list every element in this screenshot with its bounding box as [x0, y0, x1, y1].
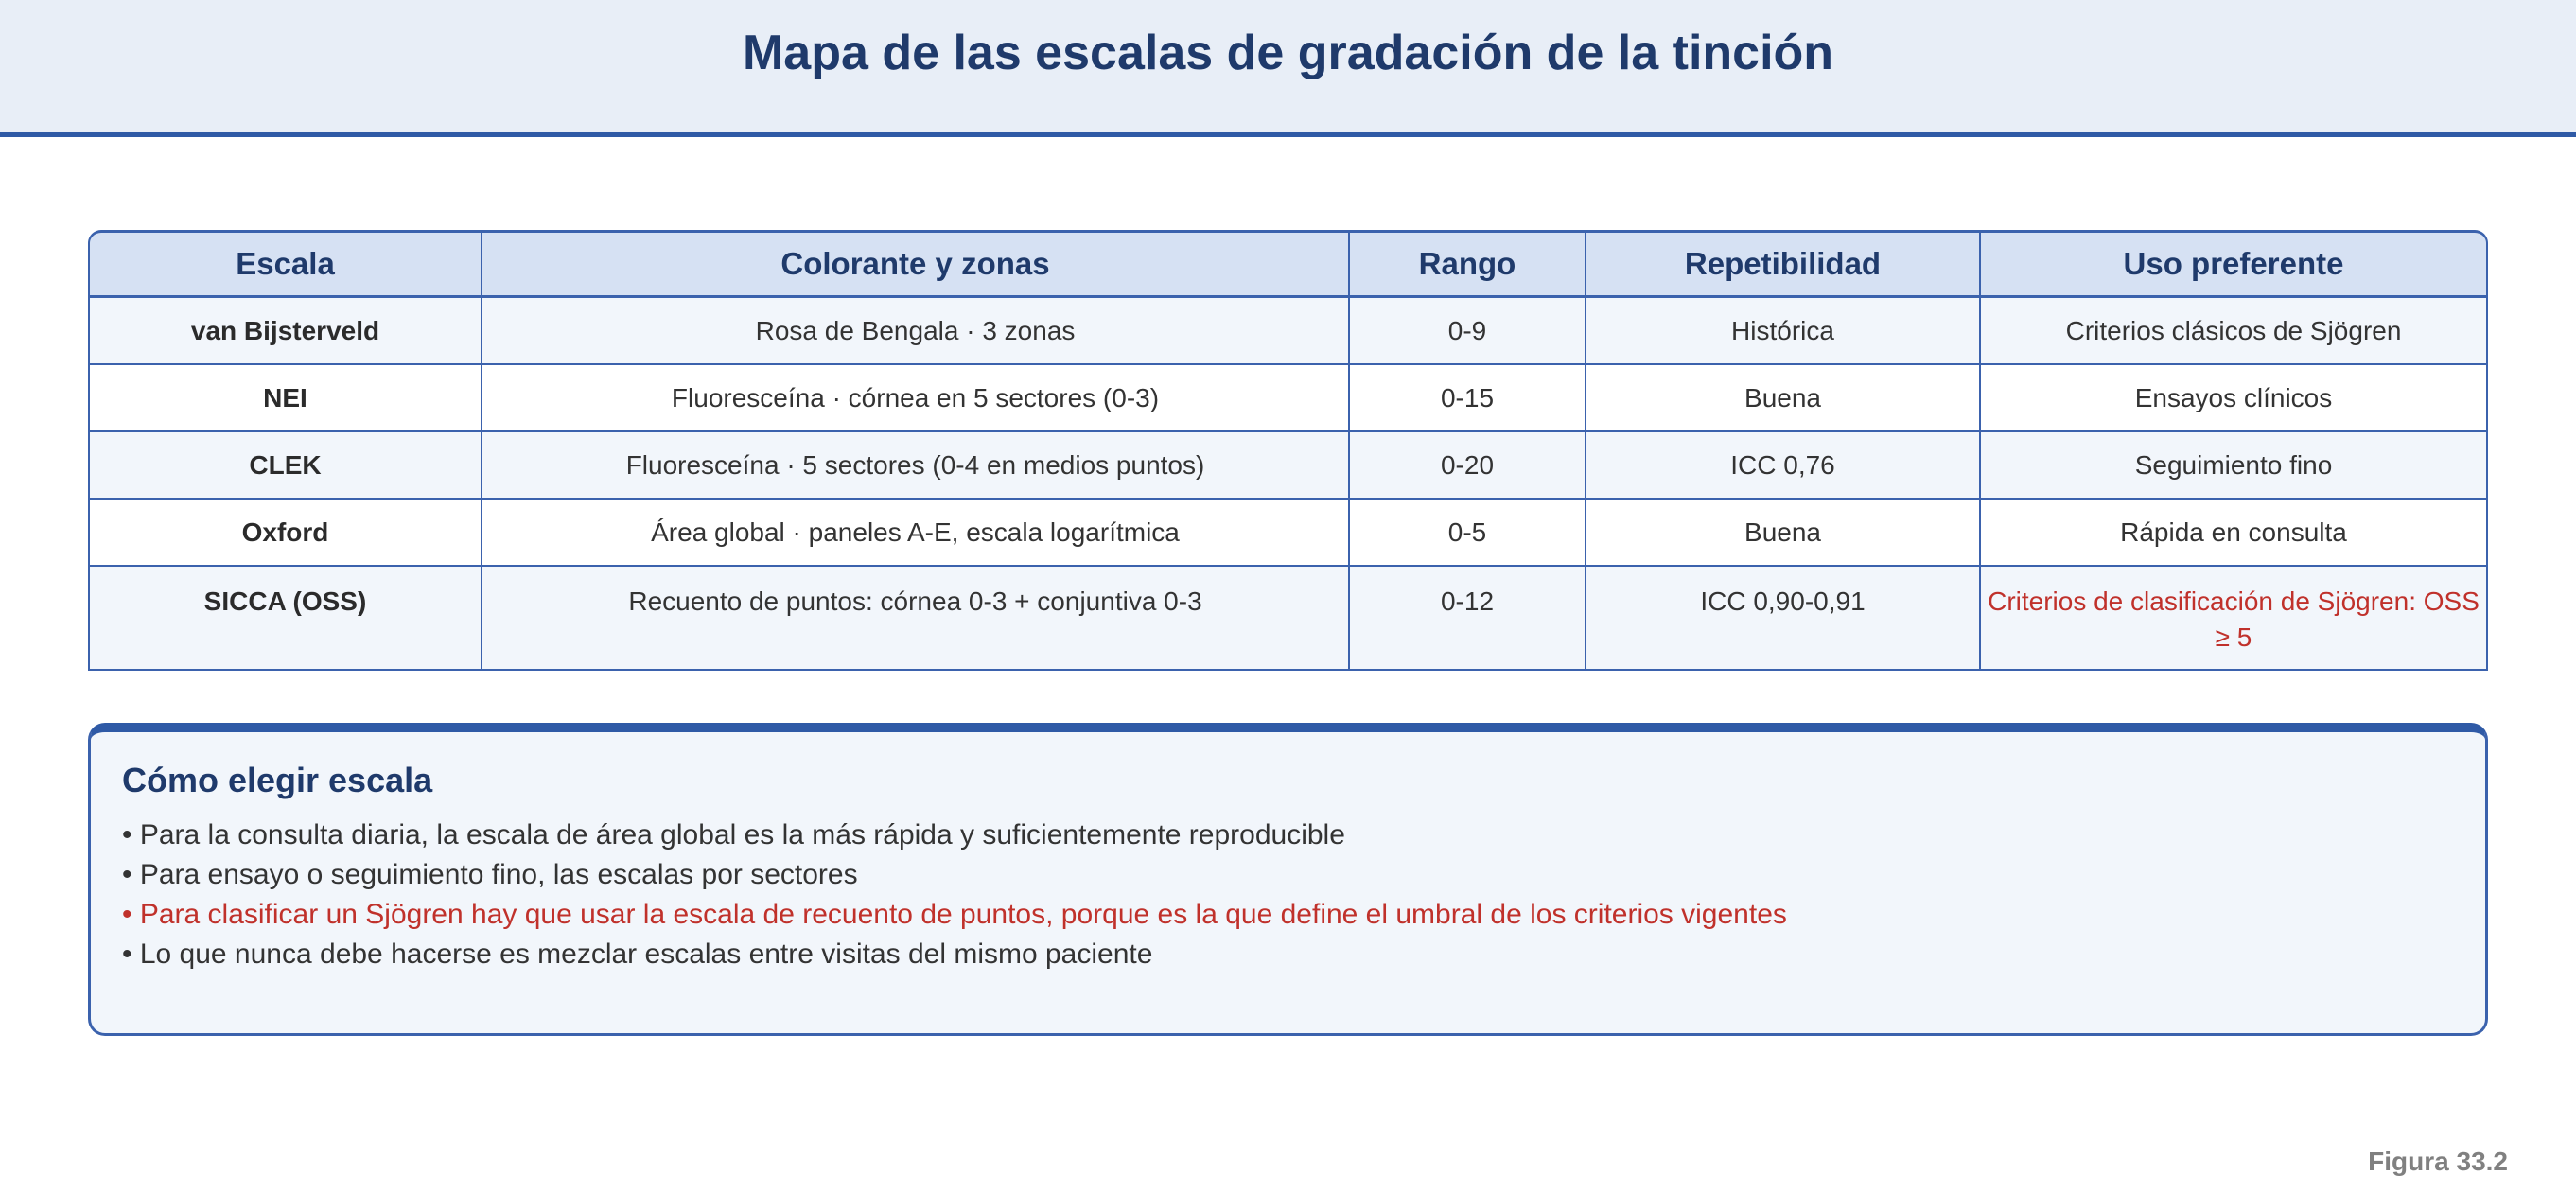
cell-rango: 0-15 — [1350, 365, 1586, 432]
cell-rango: 0-20 — [1350, 432, 1586, 500]
table-row — [88, 567, 2488, 671]
column-header-repetibilidad: Repetibilidad — [1586, 230, 1981, 298]
scales-table — [88, 230, 2488, 671]
cell-repetibilidad: ICC 0,90-0,91 — [1586, 567, 1981, 671]
column-header-uso: Uso preferente — [1981, 230, 2488, 298]
cell-rango: 0-12 — [1350, 567, 1586, 671]
cell-uso-highlight: Criterios de clasificación de Sjögren: OSS ≥ 5 — [1981, 567, 2488, 671]
cell-rango: 0-5 — [1350, 500, 1586, 567]
cell-uso: Seguimiento fino — [1981, 432, 2488, 500]
table-header-row — [88, 230, 2488, 298]
cell-escala: van Bijsterveld — [88, 298, 482, 365]
page-title: Mapa de las escalas de gradación de la tinción — [742, 26, 1834, 80]
cell-repetibilidad: Histórica — [1586, 298, 1981, 365]
cell-uso: Ensayos clínicos — [1981, 365, 2488, 432]
list-item: • Lo que nunca debe hacerse es mezclar escalas entre visitas del mismo paciente — [122, 939, 1153, 970]
selection-guide-list — [122, 816, 1787, 974]
table-row — [88, 500, 2488, 567]
cell-colorante: Fluoresceína · 5 sectores (0-4 en medios puntos) — [482, 432, 1350, 500]
cell-colorante: Área global · paneles A-E, escala logarítmica — [482, 500, 1350, 567]
table-row — [88, 365, 2488, 432]
figure-label: Figura 33.2 — [2368, 1147, 2508, 1176]
cell-colorante: Recuento de puntos: córnea 0-3 + conjuntiva 0-3 — [482, 567, 1350, 671]
cell-escala: Oxford — [88, 500, 482, 567]
column-header-rango: Rango — [1350, 230, 1586, 298]
column-header-colorante: Colorante y zonas — [482, 230, 1350, 298]
cell-colorante: Fluoresceína · córnea en 5 sectores (0-3) — [482, 365, 1350, 432]
cell-colorante: Rosa de Bengala · 3 zonas — [482, 298, 1350, 365]
cell-rango: 0-9 — [1350, 298, 1586, 365]
selection-guide-box — [88, 723, 2488, 1036]
cell-uso: Criterios clásicos de Sjögren — [1981, 298, 2488, 365]
table-row — [88, 298, 2488, 365]
cell-escala: CLEK — [88, 432, 482, 500]
cell-repetibilidad: ICC 0,76 — [1586, 432, 1981, 500]
scales-table-container — [88, 230, 2488, 671]
cell-repetibilidad: Buena — [1586, 500, 1981, 567]
cell-repetibilidad: Buena — [1586, 365, 1981, 432]
cell-uso: Rápida en consulta — [1981, 500, 2488, 567]
header-banner — [0, 0, 2576, 137]
list-item-highlight: • Para clasificar un Sjögren hay que usar la escala de recuento de puntos, porque es la que define el umbral de los criterios vigentes — [122, 899, 1787, 930]
list-item: • Para la consulta diaria, la escala de área global es la más rápida y suficientemente reproducible — [122, 819, 1345, 851]
table-row — [88, 432, 2488, 500]
selection-guide-title: Cómo elegir escala — [122, 761, 433, 799]
column-header-escala: Escala — [88, 230, 482, 298]
cell-escala: SICCA (OSS) — [88, 567, 482, 671]
list-item: • Para ensayo o seguimiento fino, las escalas por sectores — [122, 859, 858, 890]
cell-escala: NEI — [88, 365, 482, 432]
